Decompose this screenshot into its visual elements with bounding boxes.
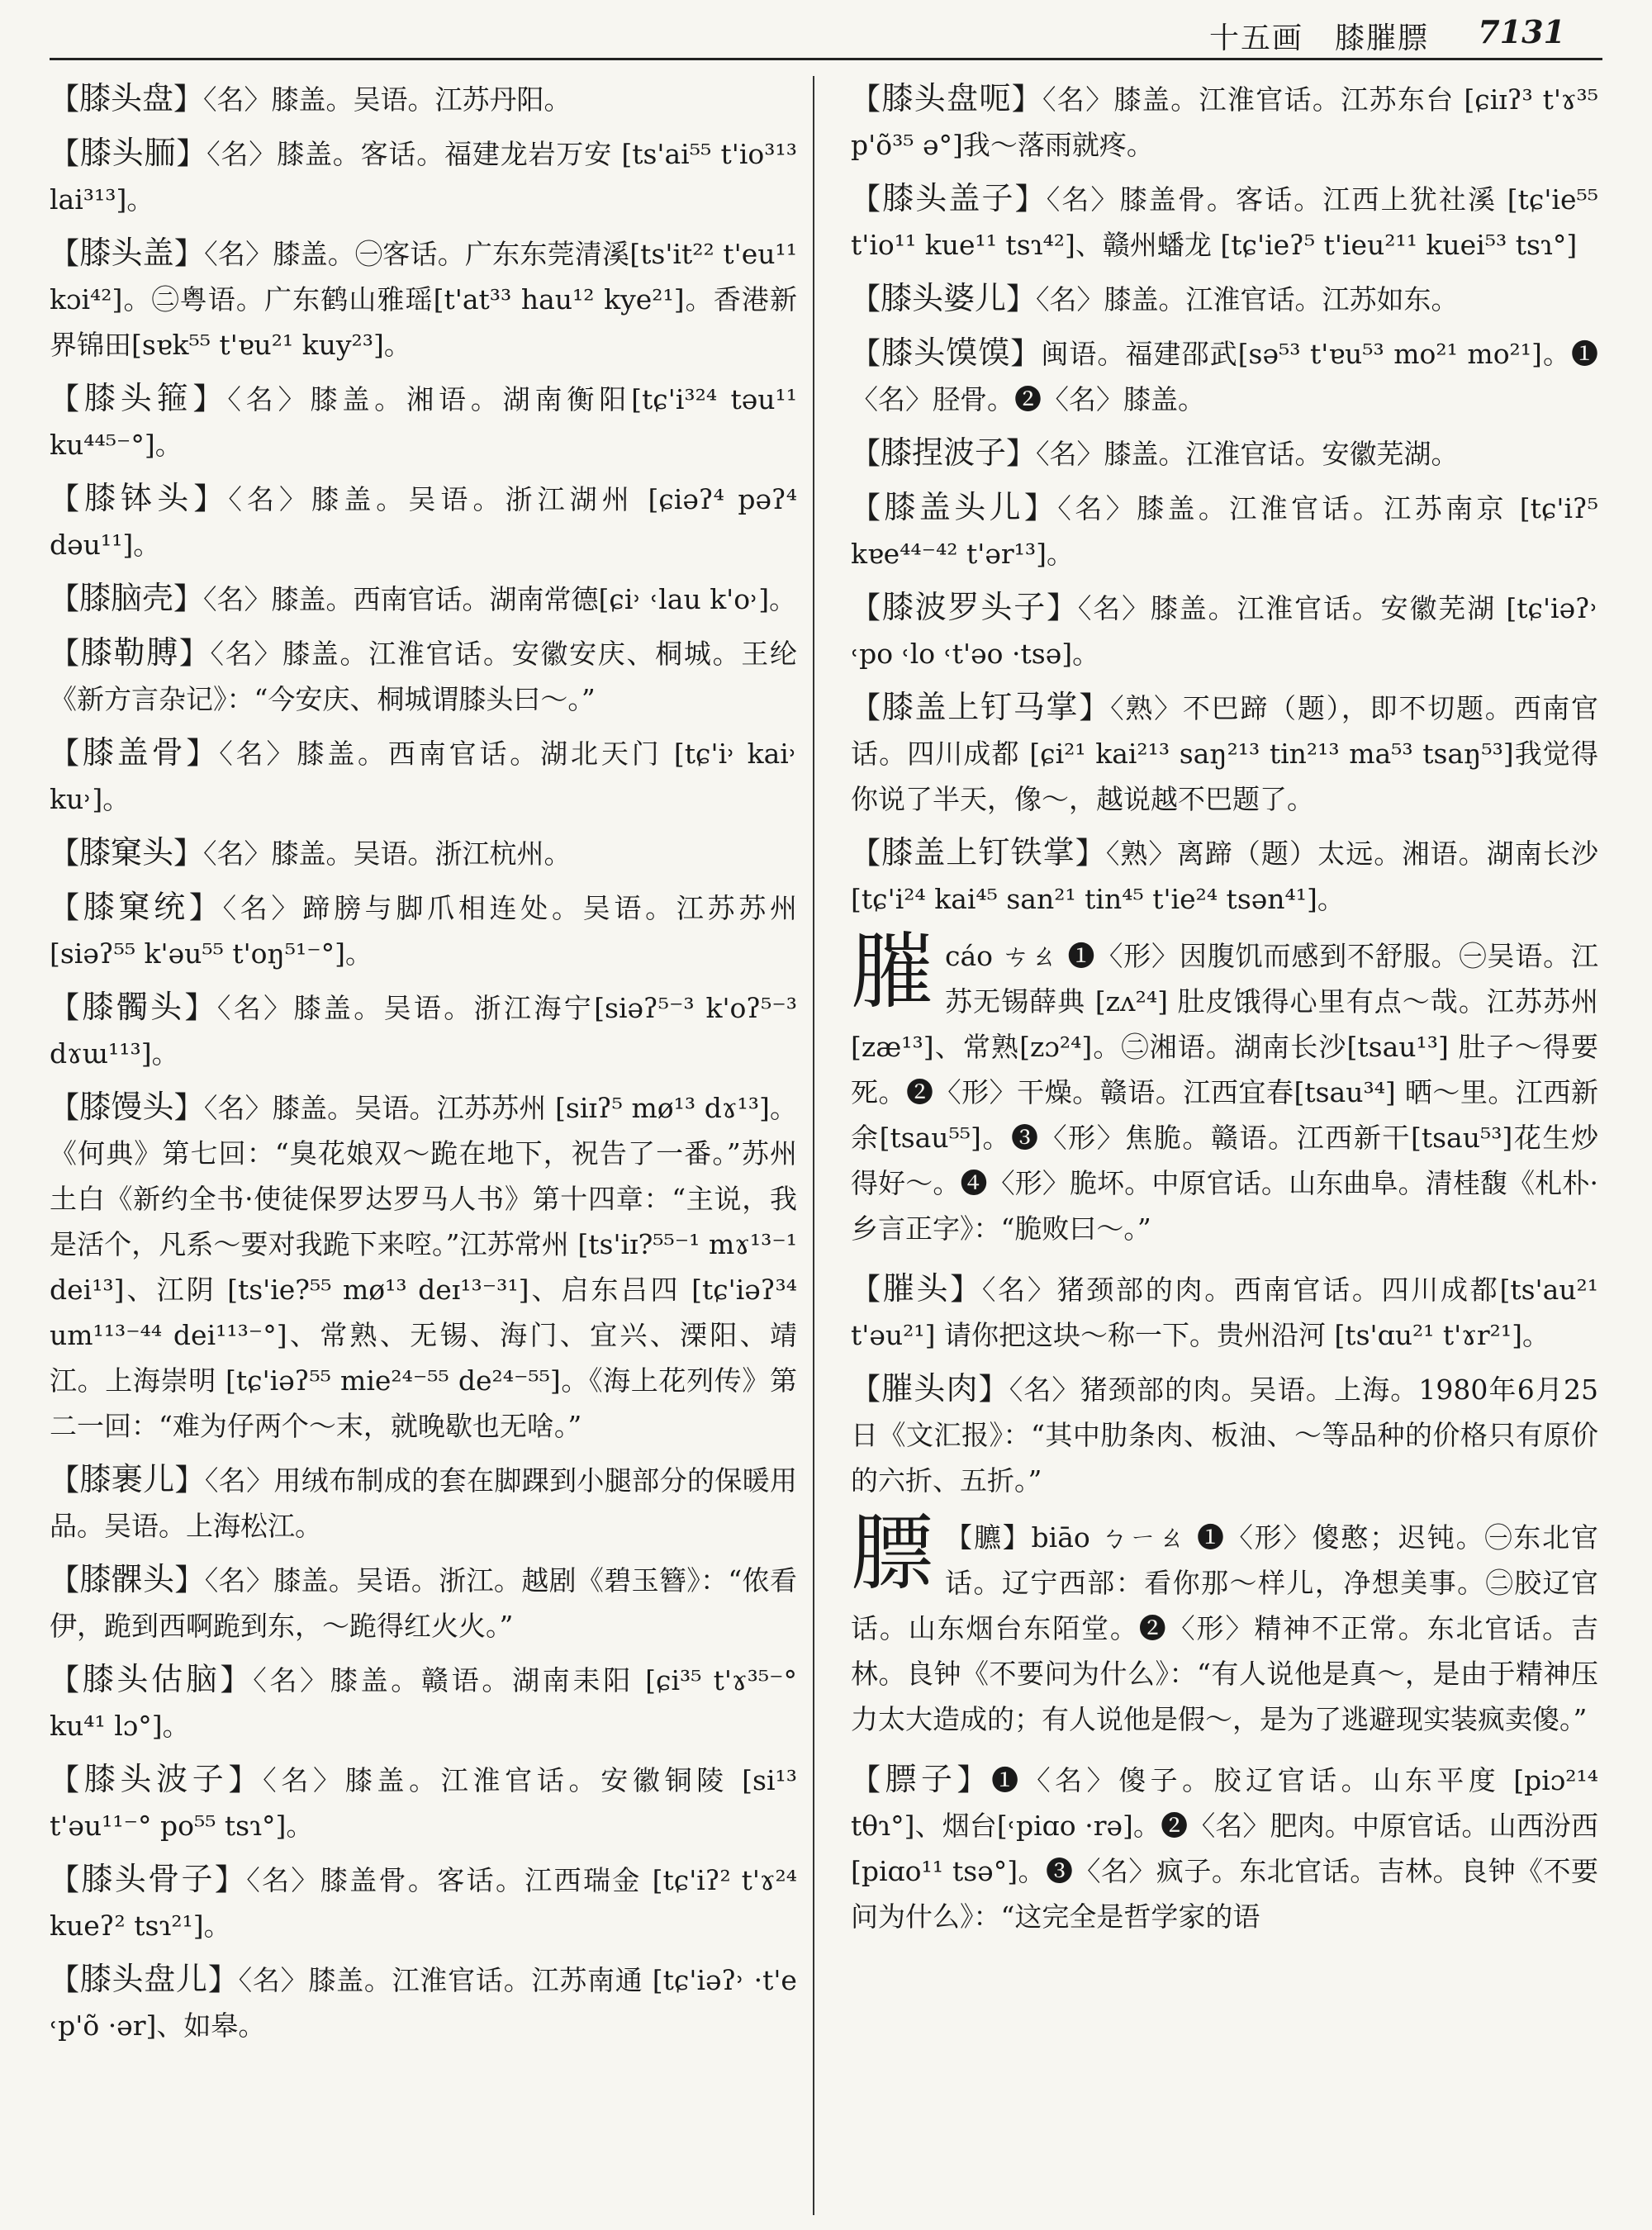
dictionary-entry [50, 1657, 797, 1748]
character-headword: 膘 [851, 1505, 933, 1601]
entry-headword: 【膝盖上钉铁掌】 [851, 834, 1106, 871]
entry-definition: 〈名〉膝盖。吴语。浙江海宁[siəʔ⁵⁻³ k'oʔ⁵⁻³ dɤɯ¹¹³]。 [50, 992, 797, 1070]
entry-headword: 【膝髁头】 [50, 1561, 205, 1597]
entry-definition: 〈名〉膝盖。江淮官话。江苏南通 [tɕ'iəʔ˒ ·t'e ˓p'õ ·ər]、如皋。 [50, 1964, 797, 2042]
entry-definition: 〈名〉膝盖骨。客话。江西上犹社溪 [tɕ'ie⁵⁵ t'io¹¹ kue¹¹ tsɿ⁴²]、赣州蟠龙 [tɕ'ieʔ⁵ t'ieu²¹¹ kuei⁵³ tsɿ°] [851, 183, 1598, 261]
entry-definition: 闽语。福建邵武[sə⁵³ t'ɐu⁵³ mo²¹ mo²¹]。❶〈名〉胫骨。❷〈名〉膝盖。 [851, 338, 1598, 415]
entry-headword: 【膝头盘呃】 [851, 80, 1043, 116]
entry-headword: 【膝头箍】 [50, 380, 228, 416]
entry-headword: 【膝窠头】 [50, 834, 204, 871]
entry-headword: 【膘子】 [851, 1761, 992, 1797]
dictionary-entry [50, 1757, 797, 1848]
dictionary-entry [50, 1857, 797, 1948]
entry-definition: 〈名〉膝盖骨。客话。江西瑞金 [tɕ'iʔ² t'ɤ²⁴ kueʔ² tsɿ²¹]。 [50, 1864, 797, 1942]
header-rule [50, 58, 1602, 60]
dictionary-entry [50, 76, 797, 122]
entry-definition: 〈名〉膝盖。江淮官话。江苏南京 [tɕ'iʔ⁵ kɐe⁴⁴⁻⁴² t'ər¹³]。 [851, 492, 1598, 570]
entry-headword: 【膗头】 [851, 1270, 982, 1307]
dictionary-entry [851, 176, 1598, 268]
entry-headword: 【膝馒头】 [50, 1089, 204, 1125]
dictionary-entry [50, 630, 797, 722]
entry-headword: 【膝头盘儿】 [50, 1961, 239, 1997]
entry-definition: 〈名〉膝盖。吴语。浙江湖州 [ɕiəʔ⁴ pəʔ⁴ dəu¹¹]。 [50, 483, 797, 561]
entry-headword: 【膝头盖】 [50, 235, 205, 271]
dictionary-entry [50, 1557, 797, 1649]
entry-definition: 〈名〉膝盖。江淮官话。安徽芜湖。 [1036, 438, 1459, 470]
dictionary-entry [50, 476, 797, 567]
entry-definition: 〈名〉用绒布制成的套在脚踝到小腿部分的保暖用品。吴语。上海松江。 [50, 1464, 797, 1542]
entry-headword: 【膝头胹】 [50, 135, 207, 171]
dictionary-entry [851, 830, 1598, 922]
entry-headword: 【膝勒膊】 [50, 634, 211, 671]
page-number: 7131 [1478, 13, 1565, 50]
entry-definition: 〈名〉膝盖。赣语。湖南耒阳 [ɕi³⁵ t'ɤ³⁵⁻° ku⁴¹ lɔ°]。 [50, 1664, 797, 1742]
entry-headword: 【膝盖骨】 [50, 734, 220, 771]
dictionary-entry [50, 376, 797, 467]
entry-headword: 【膝捏波子】 [851, 434, 1037, 471]
character-entry [851, 923, 1598, 1251]
entry-headword: 【膝盖头儿】 [851, 489, 1058, 525]
entry-definition: 〈名〉膝盖。吴语。浙江。越剧《碧玉簪》：“侬看伊，跪到西啊跪到东，～跪得红火火。” [50, 1564, 797, 1642]
entry-definition: 〈熟〉不巴蹄（题），即不切题。西南官话。四川成都 [ɕi²¹ kai²¹³ saŋ²¹³ tin²¹³ ma⁵³ tsaŋ⁵³]我觉得你说了半天，像～，越说越不巴题了。 [851, 692, 1598, 815]
entry-definition: 〈名〉膝盖。江淮官话。安徽芜湖 [tɕ'iəʔ˒ ˓po ˓lo ˓t'əo ·tsə]。 [851, 592, 1598, 670]
dictionary-entry [50, 1457, 797, 1549]
entry-headword: 【膝钵头】 [50, 480, 229, 516]
entry-headword: 【膝头骨子】 [50, 1861, 247, 1897]
entry-headword: 【膝头盘】 [50, 80, 204, 116]
entry-definition: 〈名〉膝盖。江淮官话。江苏东台 [ɕiɪʔ³ t'ɤ³⁵ p'õ³⁵ ə°]我～落雨就疼。 [851, 83, 1598, 161]
entry-definition: 〈名〉膝盖。江淮官话。江苏如东。 [1036, 283, 1459, 316]
dictionary-entry [851, 1266, 1598, 1358]
dictionary-entry [851, 1757, 1598, 1939]
entry-headword: 【膝盖上钉马掌】 [851, 689, 1111, 725]
dictionary-entry [851, 430, 1598, 477]
dictionary-entry [851, 485, 1598, 576]
entry-headword: 【膝裹儿】 [50, 1461, 205, 1497]
page-header [0, 0, 1652, 61]
entry-definition: 〈名〉蹄膀与脚爪相连处。吴语。江苏苏州 [siəʔ⁵⁵ k'əu⁵⁵ t'oŋ⁵¹⁻°]。 [50, 892, 797, 970]
entry-headword: 【膗头肉】 [851, 1370, 1009, 1407]
dictionary-entry [851, 685, 1598, 822]
right-column [851, 76, 1598, 2215]
dictionary-entry [50, 1957, 797, 2048]
dictionary-entry [50, 576, 797, 622]
dictionary-entry [50, 985, 797, 1076]
entry-definition: 〈名〉膝盖。吴语。江苏苏州 [siɪʔ⁵ mø¹³ dɤ¹³]。《何典》第七回：“臭花娘双～跪在地下，祝告了一番。”苏州土白《新约全书·使徒保罗达罗马人书》第十四章：“主说，我是活个，凡系～要对我跪下来啌。”江苏常州 [ts'iɪ?⁵⁵⁻¹ mɤ¹³⁻¹ dei¹³]、江阴 [ts'ie?⁵⁵ mø¹³ deɪ¹³⁻³¹]、启东吕四 [tɕ'iəʔ³⁴ um¹¹³⁻⁴⁴ dei¹¹³⁻°]、常熟、无锡、海门、宜兴、溧阳、靖江。上海崇明 [tɕ'iəʔ⁵⁵ mie²⁴⁻⁵⁵ de²⁴⁻⁵⁵]。《海上花列传》第二一回：“难为仔两个～末，就晚歇也无啥。” [50, 1092, 797, 1442]
entry-headword: 【膝头馍馍】 [851, 334, 1042, 371]
dictionary-entry [851, 1366, 1598, 1503]
entry-headword: 【膝头估脑】 [50, 1661, 254, 1697]
dictionary-entry [50, 830, 797, 876]
character-headword: 膗 [851, 923, 933, 1020]
entry-definition: 〈名〉膝盖。江淮官话。安徽铜陵 [si¹³ t'əu¹¹⁻° po⁵⁵ tsɿ°]。 [50, 1764, 797, 1842]
entry-headword: 【膝头婆儿】 [851, 280, 1037, 316]
dictionary-entry [50, 730, 797, 822]
dictionary-entry [50, 130, 797, 222]
entry-definition: 〈名〉猪颈部的肉。西南官话。四川成都[ts'au²¹ t'əu²¹] 请你把这块～称一下。贵州沿河 [ts'ɑu²¹ t'ɤr²¹]。 [851, 1274, 1598, 1351]
character-definition: cáo ㄘㄠ ❶〈形〉因腹饥而感到不舒服。㊀吴语。江苏无锡薛典 [zʌ²⁴] 肚皮饿得心里有点～哉。江苏苏州[zæ¹³]、常熟[zɔ²⁴]。㊁湘语。湖南长沙[tsau¹³] 肚子～得要死。❷〈形〉干燥。赣语。江西宜春[tsau³⁴] 晒～里。江西新余[tsau⁵⁵]。❸〈形〉焦脆。赣语。江西新干[tsau⁵³]花生炒得好～。❹〈形〉脆坏。中原官话。山东曲阜。清桂馥《札朴·乡言正字》：“脆败曰～。” [851, 940, 1598, 1245]
column-divider [813, 76, 814, 2215]
dictionary-entry [50, 885, 797, 976]
entry-headword: 【膝髑头】 [50, 989, 217, 1025]
left-column [50, 76, 797, 2215]
entry-definition: 〈名〉膝盖。吴语。江苏丹阳。 [203, 83, 572, 116]
entry-headword: 【膝脑壳】 [50, 580, 204, 616]
dictionary-entry [851, 76, 1598, 168]
entry-definition: ❶〈名〉傻子。胶辽官话。山东平度 [piɔ²¹⁴ tθɿ°]、烟台[˓piɑo ·rə]。❷〈名〉肥肉。中原官话。山西汾西[piɑo¹¹ tsə°]。❸〈名〉疯子。东北官话。吉林。良钟《不要问为什么》：“这完全是哲学家的语 [851, 1764, 1598, 1933]
entry-headword: 【膝波罗头子】 [851, 589, 1078, 625]
entry-definition: 〈名〉猪颈部的肉。吴语。上海。1980年6月25日《文汇报》：“其中肋条肉、板油、～等品种的价格只有原价的六折、五折。” [851, 1374, 1598, 1497]
dictionary-entry [50, 1084, 797, 1449]
entry-headword: 【膝头波子】 [50, 1761, 263, 1797]
character-entry [851, 1505, 1598, 1742]
entry-definition: 〈名〉膝盖。西南官话。湖北天门 [tɕ'i˒ kai˒ ku˒]。 [50, 738, 797, 815]
entry-definition: 〈名〉膝盖。湘语。湖南衡阳[tɕ'i³²⁴ təu¹¹ ku⁴⁴⁵⁻°]。 [50, 383, 797, 461]
entry-headword: 【膝头盖子】 [851, 180, 1047, 216]
entry-definition: 〈名〉膝盖。江淮官话。安徽安庆、桐城。王纶《新方言杂记》：“今安庆、桐城谓膝头曰～。” [50, 638, 797, 715]
entry-definition: 〈名〉膝盖。西南官话。湖南常德[ɕi˒ ˓lau k'o˒]。 [203, 583, 797, 615]
entry-definition: 〈名〉膝盖。㊀客话。广东东莞清溪[ts'it²² t'eu¹¹ kɔi⁴²]。㊁粤语。广东鹤山雅瑶[t'at³³ hau¹² kye²¹]。香港新界锦田[sɐk⁵⁵ t'ɐu²¹ kuy²³]。 [50, 238, 797, 361]
dictionary-entry [851, 585, 1598, 676]
character-definition: 【臕】biāo ㄅㄧㄠ ❶〈形〉傻憨；迟钝。㊀东北官话。辽宁西部：看你那～样儿，净想美事。㊁胶辽官话。山东烟台东陌堂。❷〈形〉精神不正常。东北官话。吉林。良钟《不要问为什么》：“有人说他是真～，是由于精神压力太大造成的；有人说他是假～，是为了逃避现实装疯卖傻。” [851, 1521, 1598, 1735]
running-title: 十五画 膝膗膘 [1208, 21, 1429, 55]
entry-definition: 〈名〉膝盖。客话。福建龙岩万安 [ts'ai⁵⁵ t'io³¹³ lai³¹³]。 [50, 138, 797, 216]
dictionary-entry [851, 330, 1598, 422]
entry-definition: 〈名〉膝盖。吴语。浙江杭州。 [203, 837, 572, 870]
dictionary-entry [50, 230, 797, 368]
dictionary-entry [851, 276, 1598, 322]
entry-definition: 〈熟〉离蹄（题）太远。湘语。湖南长沙[tɕ'i²⁴ kai⁴⁵ san²¹ tin⁴⁵ t'ie²⁴ tsən⁴¹]。 [851, 837, 1598, 915]
entry-headword: 【膝窠统】 [50, 889, 223, 925]
